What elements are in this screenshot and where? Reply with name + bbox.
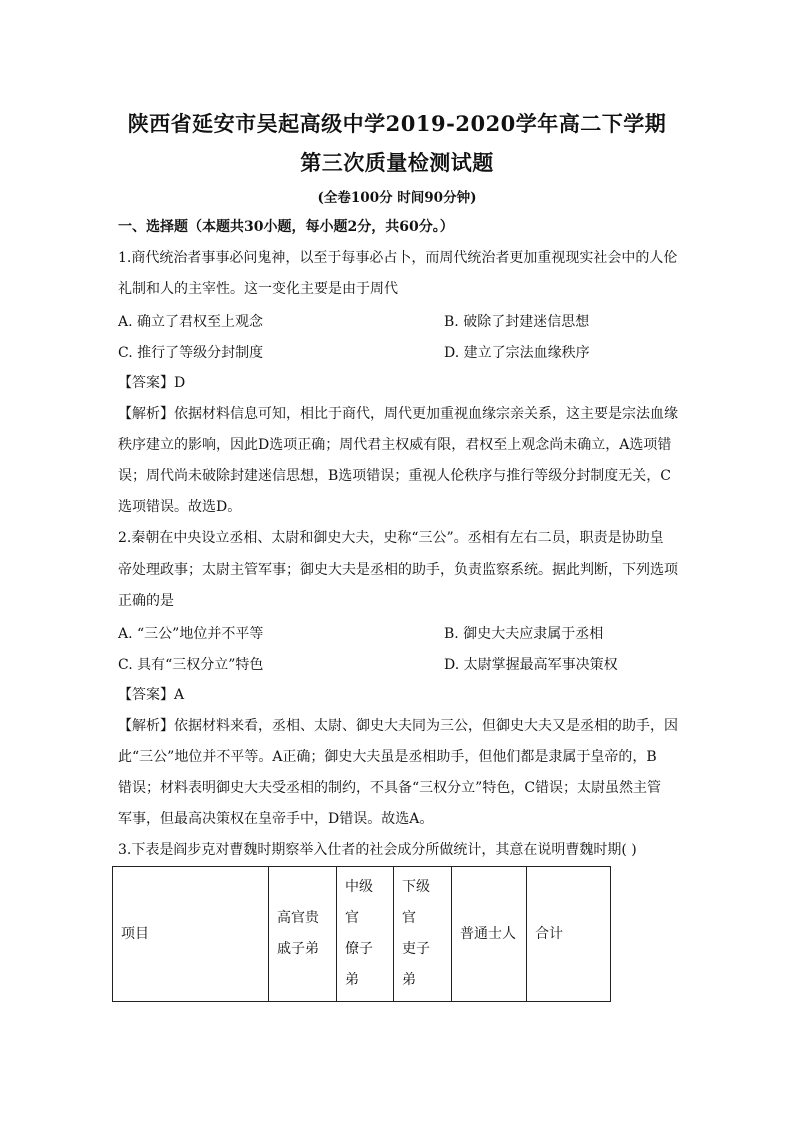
question-2-analysis-line: 错误；材料表明御史大夫受丞相的制约，不具备“三权分立”特色，C错误；太尉虽然主管 bbox=[118, 780, 662, 796]
question-1-analysis-line: 【解析】依据材料信息可知，相比于商代，周代更加重视血缘宗亲关系，这主要是宗法血缘 bbox=[118, 406, 678, 422]
page-title-line2: 第三次质量检测试题 bbox=[300, 150, 494, 175]
question-1-option-a: A. 确立了君权至上观念 bbox=[118, 314, 264, 330]
table-row bbox=[113, 867, 611, 1002]
question-1-analysis-line: 秩序建立的影响，因此D选项正确；周代君主权威有限，君权至上观念尚未确立，A选项错 bbox=[118, 437, 672, 453]
question-2-option-b: B. 御史大夫应隶属于丞相 bbox=[444, 626, 604, 642]
question-2-option-c: C. 具有“三权分立”特色 bbox=[118, 657, 264, 673]
table-header-cell: 中级 官 僚子 弟 bbox=[337, 867, 394, 1002]
question-2-stem-line: 2.秦朝在中央设立丞相、太尉和御史大夫，史称“三公”。丞相有左右二员，职责是协助皇 bbox=[118, 530, 664, 546]
question-2-option-a: A. “三公”地位并不平等 bbox=[118, 626, 264, 642]
page-title: 陕西省延安市吴起高级中学2019-2020学年高二下学期 bbox=[127, 111, 667, 136]
exam-info: (全卷100分 时间90分钟) bbox=[317, 190, 477, 206]
question-1-stem-line: 1.商代统治者事事必问鬼神，以至于每事必占卜，而周代统治者更加重视现实社会中的人伦 bbox=[118, 250, 678, 266]
table-header-cell: 项目 bbox=[113, 867, 269, 1002]
question-1-analysis-line: 误；周代尚未破除封建迷信思想，B选项错误；重视人伦秩序与推行等级分封制度无关，C bbox=[118, 468, 671, 484]
question-1-stem-line: 礼制和人的主宰性。这一变化主要是由于周代 bbox=[118, 281, 398, 297]
table-header-cell: 合计 bbox=[527, 867, 611, 1002]
table-header-cell: 普通士人 bbox=[452, 867, 527, 1002]
question-1-analysis-line: 选项错误。故选D。 bbox=[118, 499, 242, 515]
question-2-analysis-line: 军事，但最高决策权在皇帝手中，D错误。故选A。 bbox=[118, 811, 434, 827]
table-header-cell: 下级 官 吏子 弟 bbox=[394, 867, 452, 1002]
question-1-answer: 【答案】D bbox=[118, 375, 186, 391]
question-2-option-d: D. 太尉掌握最高军事决策权 bbox=[444, 657, 618, 673]
question-1-option-b: B. 破除了封建迷信思想 bbox=[444, 314, 590, 330]
question-1-option-d: D. 建立了宗法血缘秩序 bbox=[444, 345, 590, 361]
statistics-table bbox=[112, 866, 611, 1002]
section-heading: 一、选择题（本题共30小题，每小题2分，共60分。） bbox=[118, 219, 454, 235]
question-2-analysis-line: 【解析】依据材料来看，丞相、太尉、御史大夫同为三公，但御史大夫又是丞相的助手，因 bbox=[118, 718, 678, 734]
question-3-stem-line: 3.下表是阎步克对曹魏时期察举入仕者的社会成分所做统计，其意在说明曹魏时期( ) bbox=[118, 842, 637, 858]
question-1-option-c: C. 推行了等级分封制度 bbox=[118, 345, 264, 361]
question-2-analysis-line: 此“三公”地位并不平等。A正确；御史大夫虽是丞相助手，但他们都是隶属于皇帝的，B bbox=[118, 749, 657, 765]
question-2-stem-line: 帝处理政事；太尉主管军事；御史大夫是丞相的助手，负责监察系统。据此判断，下列选项 bbox=[118, 562, 678, 578]
question-2-answer: 【答案】A bbox=[118, 687, 185, 703]
table-header-cell: 高官贵 戚子弟 bbox=[269, 867, 337, 1002]
question-2-stem-line: 正确的是 bbox=[118, 593, 174, 609]
